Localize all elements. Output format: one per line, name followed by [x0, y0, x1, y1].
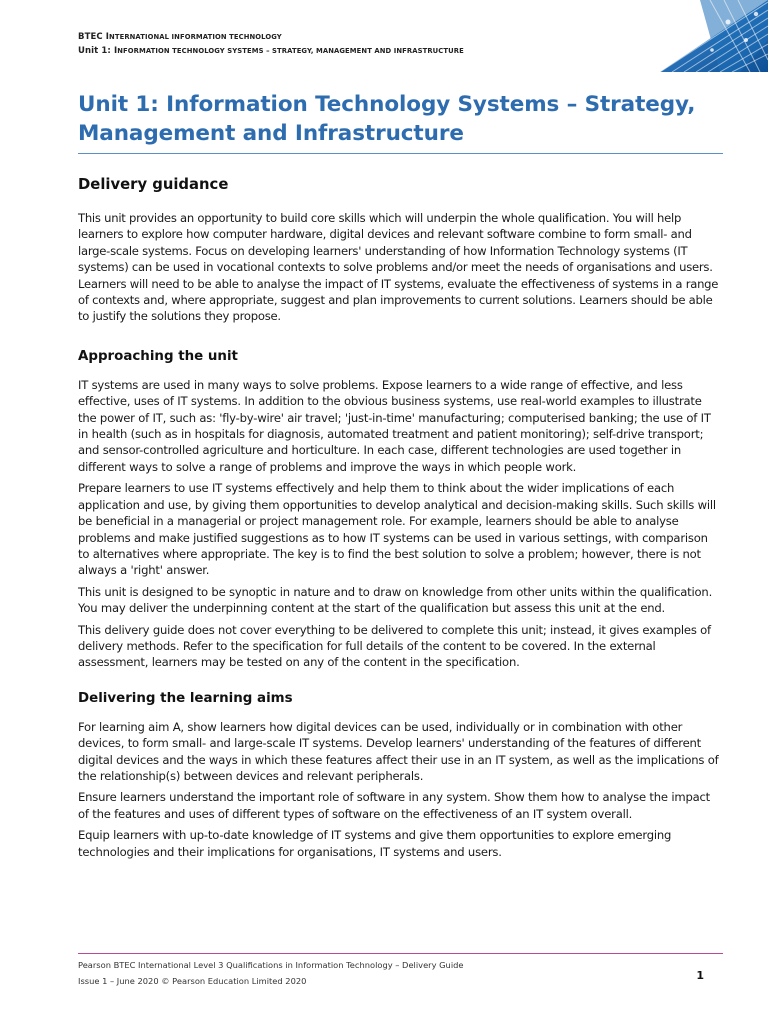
paragraph-approaching-1: IT systems are used in many ways to solve problems. Expose learners to a wide range of effective, and less effective, uses of IT systems. In addition to the obvious business systems, use real-world examples to illustrate the power of IT, such as: 'fly-by-wire' air travel; 'just-in-time' manufacturing; computerised banking; the use of IT in health (such as in hospitals for diagnosis, automated treatment and patient monitoring); self-drive transport; and sensor-controlled agriculture and horticulture. In each case, different technologies are used together in different ways to solve a range of problems and improve the ways in which people work.: [78, 377, 711, 474]
paragraph-learning-aims-1: For learning aim A, show learners how digital devices can be used, individually or in combination with other devices, to form small- and large-scale IT systems. Develop learners' understanding of the features of different digital devices and the ways in which these features affect their use in an IT system, as well as the implications of the relationship(s) between devices and relevant peripherals.: [78, 719, 719, 783]
paragraph-learning-aims-2: Ensure learners understand the important role of software in any system. Show them how to analyse the impact of the features and uses of different types of software on the effectiveness of an IT system overall.: [78, 790, 711, 821]
paragraph-approaching-3: This unit is designed to be synoptic in nature and to draw on knowledge from other units within the qualification. You may deliver the underpinning content at the start of the qualification but assess this unit at the end.: [78, 584, 713, 616]
page-title: Unit 1: Information Technology Systems – Strategy, Management and Infrastructure: [78, 92, 696, 146]
header-unit-rest: NFORMATION TECHNOLOGY SYSTEMS – STRATEGY, MANAGEMENT AND INFRASTRUCTURE: [117, 47, 464, 55]
paragraph-approaching-4: This delivery guide does not cover everything to be delivered to complete this unit; instead, it gives examples of delivery methods. Refer to the specification for full details of the content to be covered. In the external assessment, learners may be tested on any of the content in the specification.: [78, 622, 711, 670]
title-divider: [78, 153, 723, 154]
paragraph-delivery-guidance: This unit provides an opportunity to build core skills which will underpin the whole qualification. You will help learners to explore how computer hardware, digital devices and relevant software combine to form small- and large-scale systems. Focus on developing learners' understanding of how Information Technology systems (IT systems) can be used in vocational contexts to solve problems and/or meet the needs of organisations and users. Learners will need to be able to analyse the impact of IT systems, evaluate the effectiveness of systems in a range of contexts and, where appropriate, suggest and plan improvements to current solutions. Learners should be able to justify the solutions they propose.: [78, 211, 719, 324]
section-heading-approaching-the-unit: Approaching the unit: [78, 348, 238, 364]
header-qualification-lead: BTEC I: [78, 32, 110, 42]
pearson-corner-graphic: [600, 0, 768, 72]
running-header: [78, 30, 464, 58]
header-qualification-rest: NTERNATIONAL INFORMATION TECHNOLOGY: [109, 33, 282, 41]
paragraph-learning-aims-3: Equip learners with up-to-date knowledge of IT systems and give them opportunities to explore emerging technologies and their implications for organisations, IT systems and users.: [78, 828, 672, 859]
page-footer: [78, 957, 708, 989]
section-heading-delivering-learning-aims: Delivering the learning aims: [78, 690, 293, 706]
main-content: [78, 172, 720, 865]
footer-guide-title: Pearson BTEC International Level 3 Qualifications in Information Technology – Delivery Guide: [78, 960, 464, 970]
footer-divider: [78, 953, 723, 954]
page-number: 1: [696, 969, 704, 982]
header-unit-lead: Unit 1: I: [78, 46, 118, 56]
section-heading-delivery-guidance: Delivery guidance: [78, 176, 229, 193]
header-unit: [78, 44, 464, 58]
header-qualification: [78, 30, 464, 44]
paragraph-approaching-2: Prepare learners to use IT systems effectively and help them to think about the wider implications of each application and use, by giving them opportunities to develop analytical and decision-making skills. Such skills will be beneficial in a managerial or project management role. For example, learners should be able to analyse problems and make justified suggestions as to how IT systems can be used in various settings, with comparison to alternatives where appropriate. The key is to find the best solution to solve a problem; however, there is not always a 'right' answer.: [78, 481, 716, 578]
footer-issue-copyright: Issue 1 – June 2020 © Pearson Education Limited 2020: [78, 976, 307, 986]
